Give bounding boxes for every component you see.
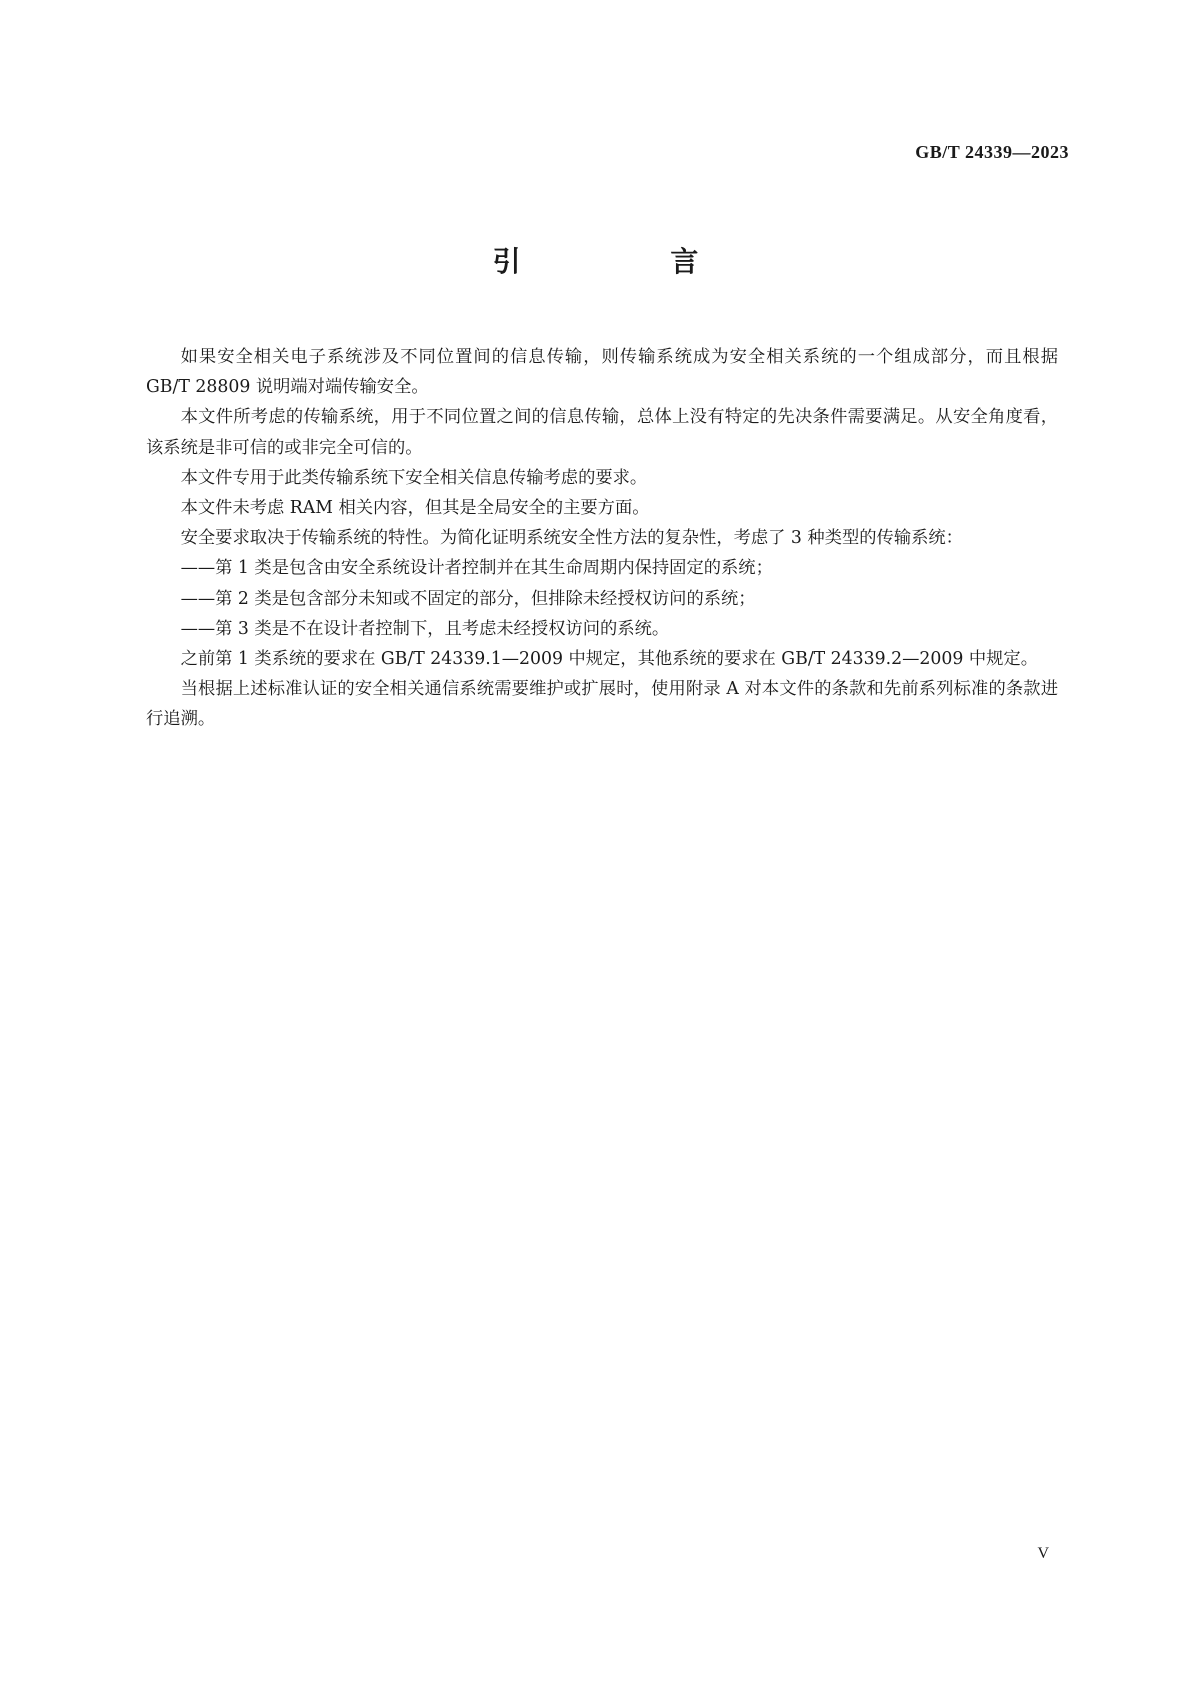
body-paragraph: 如果安全相关电子系统涉及不同位置间的信息传输，则传输系统成为安全相关系统的一个组成部分，而且根据 GB/T 28809 说明端对端传输安全。 [146, 347, 1058, 398]
standard-code-header: GB/T 24339—2023 [915, 142, 1069, 162]
page-number: V [1037, 1545, 1049, 1562]
page-title: 引 言 [492, 245, 769, 278]
body-paragraph: 本文件所考虑的传输系统，用于不同位置之间的信息传输，总体上没有特定的先决条件需要满足。从安全角度看，该系统是非可信的或非完全可信的。 [146, 407, 1058, 458]
body-paragraph: 当根据上述标准认证的安全相关通信系统需要维护或扩展时，使用附录 A 对本文件的条款和先前系列标准的条款进行追溯。 [146, 679, 1058, 730]
list-item-category-1: ——第 1 类是包含由安全系统设计者控制并在其生命周期内保持固定的系统； [180, 558, 773, 579]
body-paragraph: 本文件未考虑 RAM 相关内容，但其是全局安全的主要方面。 [180, 498, 650, 519]
list-item-category-3: ——第 3 类是不在设计者控制下，且考虑未经授权访问的系统。 [180, 618, 670, 639]
body-paragraph: 之前第 1 类系统的要求在 GB/T 24339.1—2009 中规定，其他系统的要求在 GB/T 24339.2—2009 中规定。 [180, 649, 1038, 670]
body-paragraph: 安全要求取决于传输系统的特性。为简化证明系统安全性方法的复杂性，考虑了 3 种类型的传输系统： [180, 528, 963, 549]
document-body [146, 342, 1058, 735]
body-paragraph: 本文件专用于此类传输系统下安全相关信息传输考虑的要求。 [180, 467, 648, 488]
list-item-category-2: ——第 2 类是包含部分未知或不固定的部分，但排除未经授权访问的系统； [180, 588, 756, 609]
